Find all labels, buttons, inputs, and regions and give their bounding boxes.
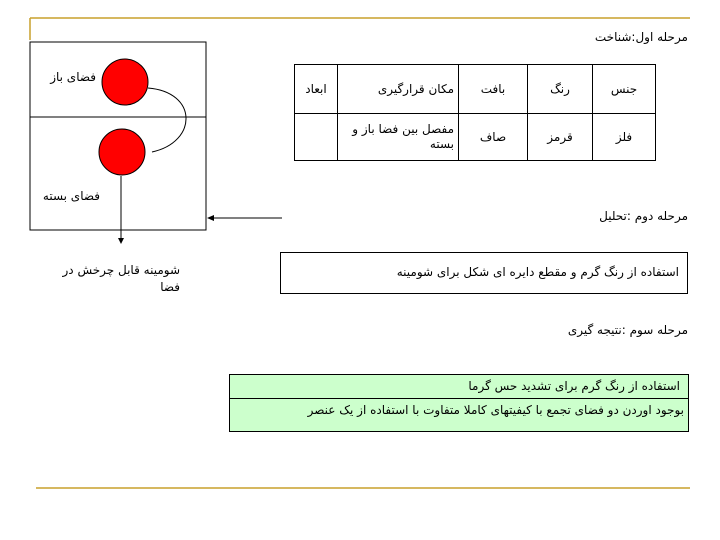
table-header-row [295,65,656,114]
cell-material: فلز [593,114,656,161]
open-space-circle [102,59,148,105]
header-dimensions: ابعاد [295,65,338,114]
cell-texture: صاف [459,114,528,161]
fireplace-caption: شومینه قابل چرخش در فضا [62,263,180,294]
conclusion-line2: بوجود اوردن دو فضای تجمع با کیفیتهای کاملا متفاوت با استفاده از یک عنصر [307,403,684,417]
stage1-title: مرحله اول:شناخت [594,30,688,44]
header-color: رنگ [528,65,593,114]
open-space-label: فضای باز [50,70,96,84]
header-texture: بافت [459,65,528,114]
attributes-table [294,64,656,161]
analysis-text: استفاده از رنگ گرم و مقطع دایره ای شکل برای شومینه [396,265,679,279]
left-arrow-head [207,215,214,221]
analysis-box [280,252,688,294]
cell-color: قرمز [528,114,593,161]
cell-location: مفصل بین فضا باز و بسته [338,114,459,161]
conclusion-line1: استفاده از رنگ گرم برای تشدید حس گرما [468,379,680,393]
stage2-title: مرحله دوم :تحلیل [599,209,688,223]
cell-dimensions [295,114,338,161]
header-material: جنس [593,65,656,114]
connector-arc [148,88,186,152]
conclusion-divider [230,398,688,399]
header-location: مکان قرارگیری [338,65,459,114]
stage3-title: مرحله سوم :نتیجه گیری [567,323,688,337]
closed-space-circle [99,129,145,175]
conclusion-box [229,374,689,432]
closed-space-label: فضای بسته [42,189,100,203]
table-row [295,114,656,161]
down-arrow-head [118,238,124,244]
